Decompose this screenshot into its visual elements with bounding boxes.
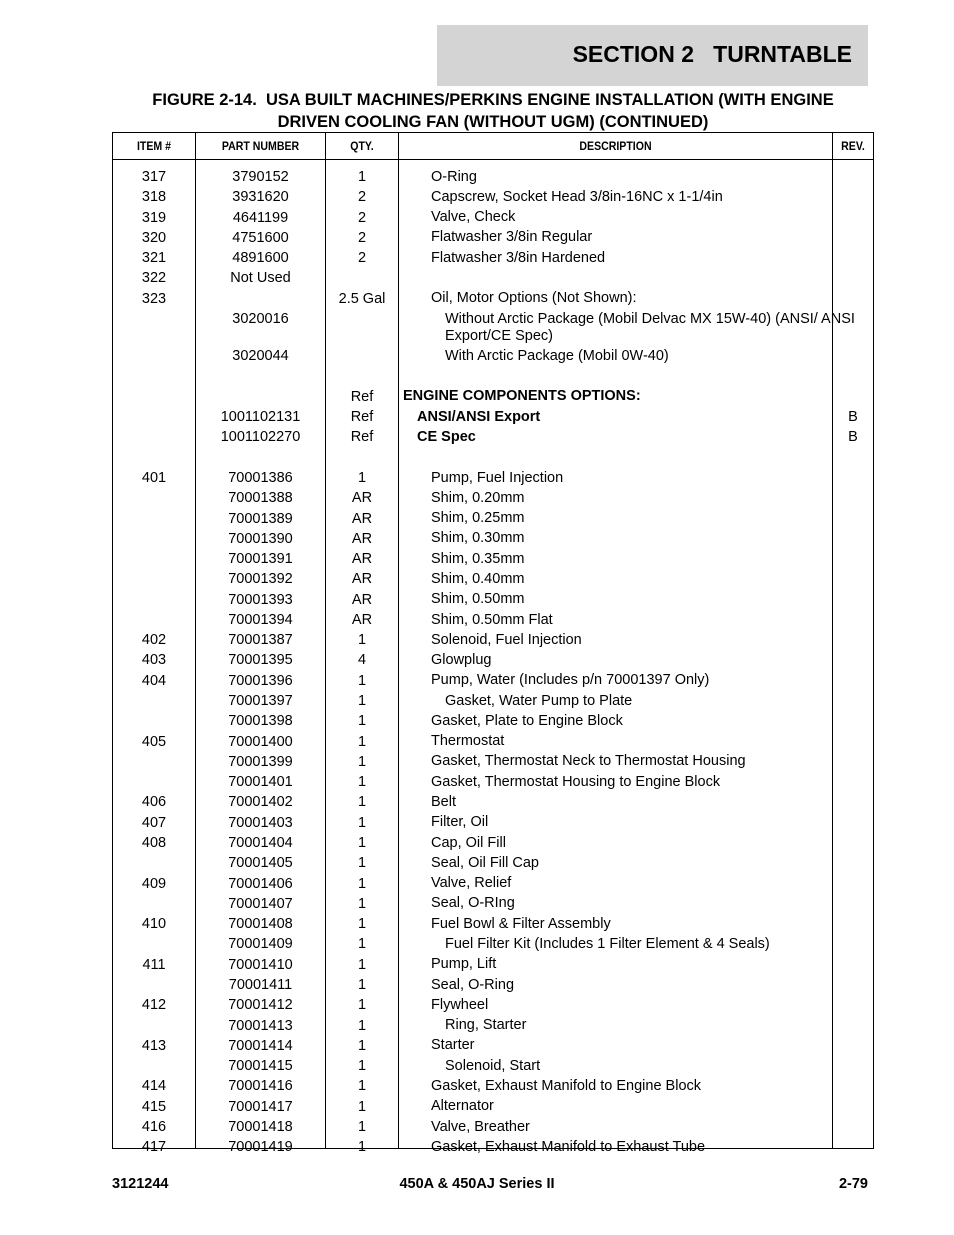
table-row	[113, 346, 873, 366]
part-number-cell: 70001396	[228, 672, 293, 689]
item-cell: 402	[141, 632, 167, 649]
description-cell: Gasket, Exhaust Manifold to Exhaust Tube	[431, 1138, 706, 1155]
part-number-cell: 4641199	[232, 209, 289, 226]
qty-cell: 2.5 Gal	[338, 290, 386, 307]
table-row	[113, 387, 873, 407]
description-cell: Gasket, Thermostat Housing to Engine Block	[431, 773, 721, 790]
qty-cell: 1	[357, 875, 367, 892]
description-cell: Glowplug	[431, 652, 492, 669]
rev-cell: B	[848, 429, 858, 446]
table-row	[113, 228, 873, 248]
item-cell: 403	[141, 652, 167, 669]
footer-model: 450A & 450AJ Series II	[399, 1176, 555, 1192]
part-number-cell: 70001395	[228, 652, 293, 669]
item-cell: 414	[141, 1078, 167, 1095]
item-cell: 409	[141, 875, 167, 892]
item-cell: 321	[141, 250, 167, 267]
header-qty: QTY.	[350, 139, 374, 153]
table-row	[113, 407, 873, 427]
description-cell: Oil, Motor Options (Not Shown):	[431, 290, 637, 307]
description-cell: Ring, Starter	[445, 1017, 527, 1034]
table-row	[113, 448, 873, 468]
description-cell	[399, 268, 864, 288]
part-number-cell: 70001388	[228, 490, 293, 507]
part-number-cell: 70001400	[228, 733, 293, 750]
item-cell: 319	[141, 209, 167, 226]
header-item: ITEM #	[136, 139, 172, 153]
footer-document-number: 3121244	[112, 1176, 169, 1192]
description-cell: Shim, 0.50mm Flat	[431, 611, 553, 628]
table-row	[113, 268, 873, 288]
description-cell: Shim, 0.30mm	[431, 530, 525, 547]
qty-cell: 1	[357, 895, 367, 912]
qty-cell: 1	[357, 1118, 367, 1135]
table-row	[113, 208, 873, 228]
table-row	[113, 650, 873, 670]
description-cell	[399, 367, 836, 387]
part-number-cell: 1001102131	[220, 409, 301, 426]
table-row	[113, 671, 873, 691]
table-row	[113, 1097, 873, 1117]
qty-cell: 1	[357, 976, 367, 993]
part-number-cell: 70001406	[228, 875, 293, 892]
table-row	[113, 1036, 873, 1056]
figure-title-line-2: DRIVEN COOLING FAN (WITHOUT UGM) (CONTINUED)	[277, 113, 709, 131]
item-cell: 406	[141, 794, 167, 811]
qty-cell: 2	[357, 250, 367, 267]
item-cell: 417	[141, 1139, 167, 1156]
description-cell: Belt	[431, 794, 456, 811]
description-cell: Alternator	[431, 1098, 494, 1115]
table-row	[113, 853, 873, 873]
section-title: SECTION 2 TURNTABLE	[572, 41, 852, 67]
description-cell: Valve, Relief	[431, 875, 512, 892]
description-cell: Gasket, Exhaust Manifold to Engine Block	[431, 1077, 702, 1094]
description-cell: Gasket, Thermostat Neck to Thermostat Housing	[431, 753, 746, 770]
qty-cell: AR	[351, 571, 373, 588]
part-number-cell: 70001397	[228, 693, 293, 710]
qty-cell: 1	[357, 713, 367, 730]
table-row	[113, 955, 873, 975]
part-number-cell: 70001408	[228, 916, 293, 933]
qty-cell: 1	[357, 1037, 367, 1054]
part-number-cell: 70001402	[228, 794, 293, 811]
item-cell: 401	[141, 469, 167, 486]
description-cell: Flatwasher 3/8in Regular	[431, 229, 593, 246]
table-row	[113, 914, 873, 934]
table-row	[113, 187, 873, 207]
qty-cell: 2	[357, 189, 367, 206]
item-cell: 413	[141, 1037, 167, 1054]
qty-cell: AR	[351, 591, 373, 608]
part-number-cell: 70001389	[228, 510, 293, 527]
part-number-cell: 3790152	[232, 169, 289, 185]
header-description: DESCRIPTION	[579, 139, 652, 153]
qty-cell: 1	[357, 1139, 367, 1156]
part-number-cell: 70001419	[228, 1139, 293, 1156]
qty-cell: AR	[351, 510, 373, 527]
table-row	[113, 995, 873, 1015]
qty-cell: 1	[357, 693, 367, 710]
qty-cell: 1	[357, 469, 367, 486]
description-cell: Flatwasher 3/8in Hardened	[431, 249, 606, 266]
table-row	[113, 590, 873, 610]
description-cell	[399, 448, 836, 468]
part-number-cell: 70001391	[228, 551, 293, 568]
qty-cell: Ref	[350, 409, 374, 426]
description-cell: Shim, 0.40mm	[431, 570, 525, 587]
table-row	[113, 248, 873, 268]
part-number-cell: Not Used	[230, 270, 291, 287]
description-cell: Solenoid, Start	[445, 1057, 541, 1074]
table-row	[113, 167, 873, 187]
header-rev: REV.	[841, 139, 865, 153]
qty-cell: 1	[357, 956, 367, 973]
description-cell: Seal, Oil Fill Cap	[431, 854, 539, 871]
item-cell: 323	[141, 290, 167, 307]
part-number-cell: 70001394	[228, 611, 293, 628]
rev-cell: B	[848, 409, 858, 426]
description-cell: Thermostat	[431, 733, 505, 750]
description-cell: Pump, Water (Includes p/n 70001397 Only)	[431, 672, 710, 689]
item-cell: 320	[141, 229, 167, 246]
qty-cell: 1	[357, 753, 367, 770]
table-row	[113, 752, 873, 772]
description-cell: Flywheel	[431, 996, 489, 1013]
part-number-cell: 3020016	[232, 310, 289, 327]
description-cell: Valve, Check	[431, 209, 516, 226]
part-number-cell: 4751600	[232, 229, 289, 246]
qty-cell: 1	[357, 733, 367, 750]
table-row	[113, 509, 873, 529]
description-cell: Pump, Lift	[431, 956, 497, 973]
item-cell: 412	[141, 997, 167, 1014]
qty-cell: 1	[357, 916, 367, 933]
section-banner	[437, 25, 868, 86]
item-cell: 408	[141, 835, 167, 851]
qty-cell: 1	[357, 169, 367, 185]
part-number-cell: 70001398	[228, 713, 293, 730]
description-cell: Cap, Oil Fill	[431, 834, 506, 851]
description-cell: Shim, 0.50mm	[431, 591, 525, 608]
qty-cell: AR	[351, 530, 373, 547]
table-row	[113, 569, 873, 589]
figure-title-line-1: FIGURE 2-14. USA BUILT MACHINES/PERKINS ENGINE INSTALLATION (WITH ENGINE	[152, 91, 834, 109]
item-cell: 405	[141, 733, 167, 750]
part-number-cell: 70001409	[228, 936, 293, 953]
description-cell: Seal, O-RIng	[431, 895, 515, 912]
part-number-cell: 70001387	[228, 632, 293, 649]
description-cell: O-Ring	[431, 168, 477, 185]
qty-cell: 1	[357, 936, 367, 953]
part-number-cell: 70001407	[228, 895, 293, 912]
part-number-cell: 70001399	[228, 753, 293, 770]
table-row	[113, 309, 873, 346]
qty-cell: 2	[357, 209, 367, 226]
description-cell: Solenoid, Fuel Injection	[431, 631, 582, 648]
part-number-cell: 1001102270	[220, 429, 301, 446]
part-number-cell: 70001414	[228, 1037, 293, 1054]
item-cell: 404	[141, 672, 167, 689]
item-cell: 411	[142, 956, 166, 973]
table-header	[113, 133, 873, 160]
table-row	[113, 367, 873, 387]
table-row	[113, 1137, 873, 1157]
qty-cell: Ref	[350, 388, 374, 405]
table-row	[113, 488, 873, 508]
table-row	[113, 289, 873, 309]
description-cell: Gasket, Plate to Engine Block	[431, 712, 623, 729]
qty-cell: 1	[357, 1058, 367, 1075]
description-cell: Shim, 0.25mm	[431, 510, 525, 527]
description-cell: With Arctic Package (Mobil 0W-40)	[445, 347, 669, 364]
part-number-cell: 70001415	[228, 1058, 293, 1075]
header-part-number: PART NUMBER	[221, 139, 300, 153]
table-row	[113, 833, 873, 853]
description-cell: Without Arctic Package (Mobil Delvac MX 15W-40) (ANSI/ ANSI Export/CE Spec)	[445, 310, 855, 344]
part-number-cell: 70001411	[228, 976, 293, 993]
table-row	[113, 1056, 873, 1076]
table-row	[113, 874, 873, 894]
part-number-cell: 70001418	[228, 1118, 293, 1135]
qty-cell: 4	[357, 652, 367, 669]
description-cell: ANSI/ANSI Export	[417, 408, 541, 425]
part-number-cell: 70001413	[228, 1017, 293, 1034]
table-row	[113, 813, 873, 833]
qty-cell: Ref	[350, 429, 374, 446]
qty-cell: 1	[357, 814, 367, 831]
table-row	[113, 1117, 873, 1137]
table-row	[113, 691, 873, 711]
qty-cell: 1	[357, 794, 367, 811]
description-cell: Fuel Filter Kit (Includes 1 Filter Element & 4 Seals)	[445, 936, 770, 952]
description-cell: Capscrew, Socket Head 3/8in-16NC x 1-1/4in	[431, 188, 723, 205]
qty-cell: 1	[357, 1078, 367, 1095]
part-number-cell: 70001401	[228, 774, 293, 791]
table-row	[113, 1016, 873, 1036]
table-row	[113, 529, 873, 549]
description-cell: Gasket, Water Pump to Plate	[445, 692, 633, 709]
part-number-cell: 70001405	[228, 855, 293, 872]
item-cell: 416	[141, 1118, 167, 1135]
description-cell: Fuel Bowl & Filter Assembly	[431, 915, 611, 932]
qty-cell: 1	[357, 1017, 367, 1034]
table-body	[113, 167, 873, 1158]
description-cell: Shim, 0.20mm	[431, 489, 525, 506]
part-number-cell: 70001412	[228, 997, 293, 1014]
table-row	[113, 732, 873, 752]
table-row	[113, 894, 873, 914]
qty-cell: 1	[357, 672, 367, 689]
part-number-cell: 70001416	[228, 1078, 293, 1095]
table-row	[113, 1076, 873, 1096]
qty-cell: AR	[351, 490, 373, 507]
part-number-cell: 3020044	[232, 348, 289, 365]
qty-cell: 1	[357, 997, 367, 1014]
part-number-cell: 70001410	[228, 956, 293, 973]
qty-cell: 2	[357, 229, 367, 246]
part-number-cell: 70001392	[228, 571, 293, 588]
table-row	[113, 427, 873, 447]
table-row	[113, 975, 873, 995]
qty-cell: 1	[357, 855, 367, 872]
description-cell: Shim, 0.35mm	[431, 550, 525, 567]
qty-cell: 1	[357, 632, 367, 649]
part-number-cell: 70001390	[228, 530, 293, 547]
description-cell: Seal, O-Ring	[431, 976, 515, 993]
part-number-cell: 70001403	[228, 814, 293, 831]
qty-cell: 1	[357, 1098, 367, 1115]
item-cell: 415	[141, 1098, 167, 1115]
part-number-cell: 70001386	[228, 469, 293, 486]
item-cell: 318	[141, 189, 167, 206]
part-number-cell: 70001417	[228, 1098, 293, 1115]
table-row	[113, 711, 873, 731]
qty-cell: AR	[351, 611, 373, 628]
table-row	[113, 934, 873, 954]
qty-cell: AR	[351, 551, 373, 568]
description-cell: Valve, Breather	[431, 1118, 530, 1135]
description-cell: Starter	[431, 1037, 475, 1054]
qty-cell: 1	[357, 774, 367, 791]
qty-cell: 1	[357, 835, 367, 851]
parts-table	[112, 132, 874, 1156]
table-row	[113, 792, 873, 812]
description-cell: ENGINE COMPONENTS OPTIONS:	[403, 388, 641, 405]
table-row	[113, 468, 873, 488]
description-cell: Filter, Oil	[431, 814, 489, 831]
description-cell: CE Spec	[417, 428, 476, 445]
table-row	[113, 549, 873, 569]
table-row	[113, 610, 873, 630]
item-cell: 407	[141, 814, 167, 831]
footer-page-number: 2-79	[838, 1176, 868, 1192]
part-number-cell: 70001393	[228, 591, 293, 608]
table-row	[113, 630, 873, 650]
item-cell: 322	[141, 270, 167, 287]
description-cell: Pump, Fuel Injection	[431, 469, 564, 486]
part-number-cell: 3931620	[232, 189, 289, 206]
part-number-cell: 4891600	[232, 250, 289, 267]
part-number-cell: 70001404	[228, 835, 293, 851]
item-cell: 317	[141, 169, 167, 185]
item-cell: 410	[141, 916, 167, 933]
table-row	[113, 772, 873, 792]
